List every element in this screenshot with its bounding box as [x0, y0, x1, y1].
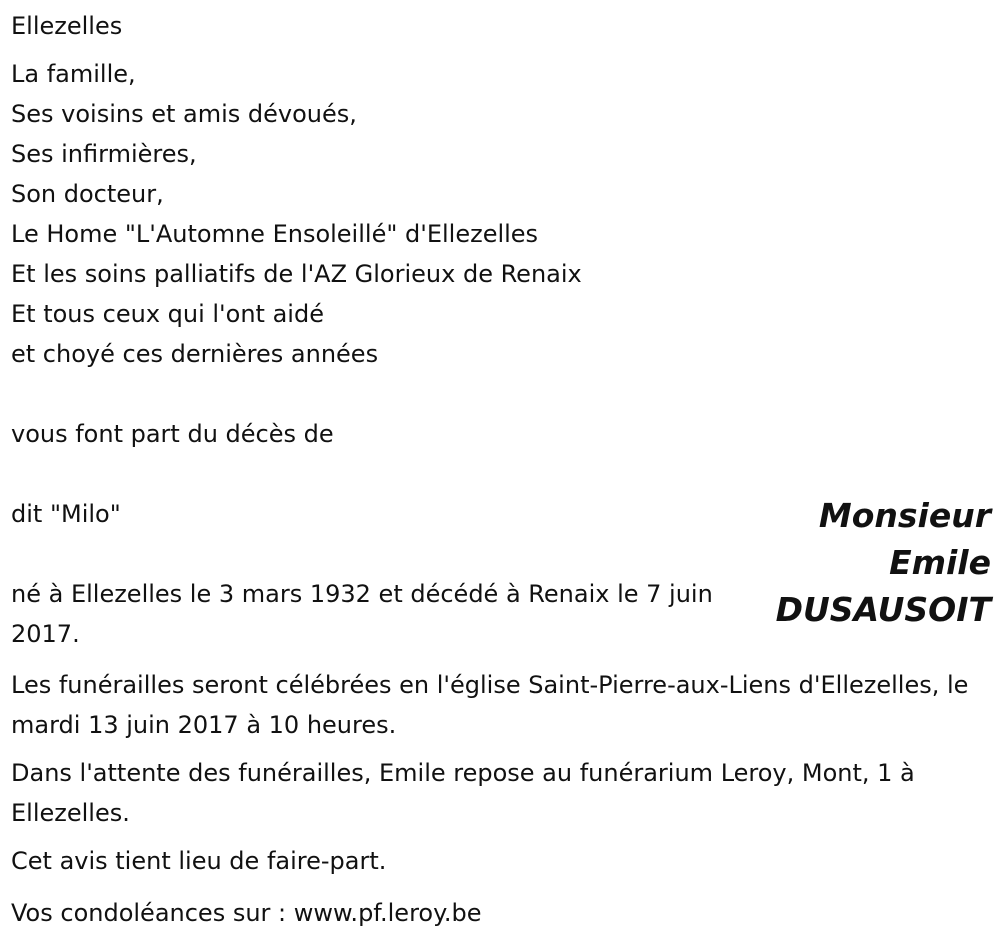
notice-text: Cet avis tient lieu de faire-part. — [11, 847, 387, 875]
funeral-text: Les funérailles seront célébrées en l'église Saint-Pierre-aux-Liens d'Ellezelles, le mardi 13 juin 2017 à 10 heures. — [11, 671, 969, 739]
repose-text: Dans l'attente des funérailles, Emile repose au funérarium Leroy, Mont, 1 à Ellezelles. — [11, 759, 915, 827]
family-line: La famille, — [11, 60, 136, 88]
deceased-title: Monsieur — [818, 496, 991, 535]
family-line: Ses voisins et amis dévoués, — [11, 100, 357, 128]
condolences-text: Vos condoléances sur : www.pf.leroy.be — [11, 899, 482, 927]
family-line: Son docteur, — [11, 180, 164, 208]
announcement-text: vous font part du décès de — [11, 420, 334, 448]
deceased-name — [776, 492, 991, 633]
family-line: Ses infirmières, — [11, 140, 197, 168]
family-line: et choyé ces dernières années — [11, 340, 379, 368]
family-line: Et les soins palliatifs de l'AZ Glorieux de Renaix — [11, 260, 582, 288]
family-line: Et tous ceux qui l'ont aidé — [11, 300, 324, 328]
location-heading: Ellezelles — [11, 12, 123, 40]
family-line: Le Home "L'Automne Ensoleillé" d'Ellezelles — [11, 220, 539, 248]
nickname-text: dit "Milo" — [11, 500, 121, 528]
deceased-first-name: Emile — [889, 543, 991, 582]
deceased-last-name: DUSAUSOIT — [775, 590, 991, 629]
birth-death-text: né à Ellezelles le 3 mars 1932 et décédé à Renaix le 7 juin 2017. — [11, 580, 713, 648]
